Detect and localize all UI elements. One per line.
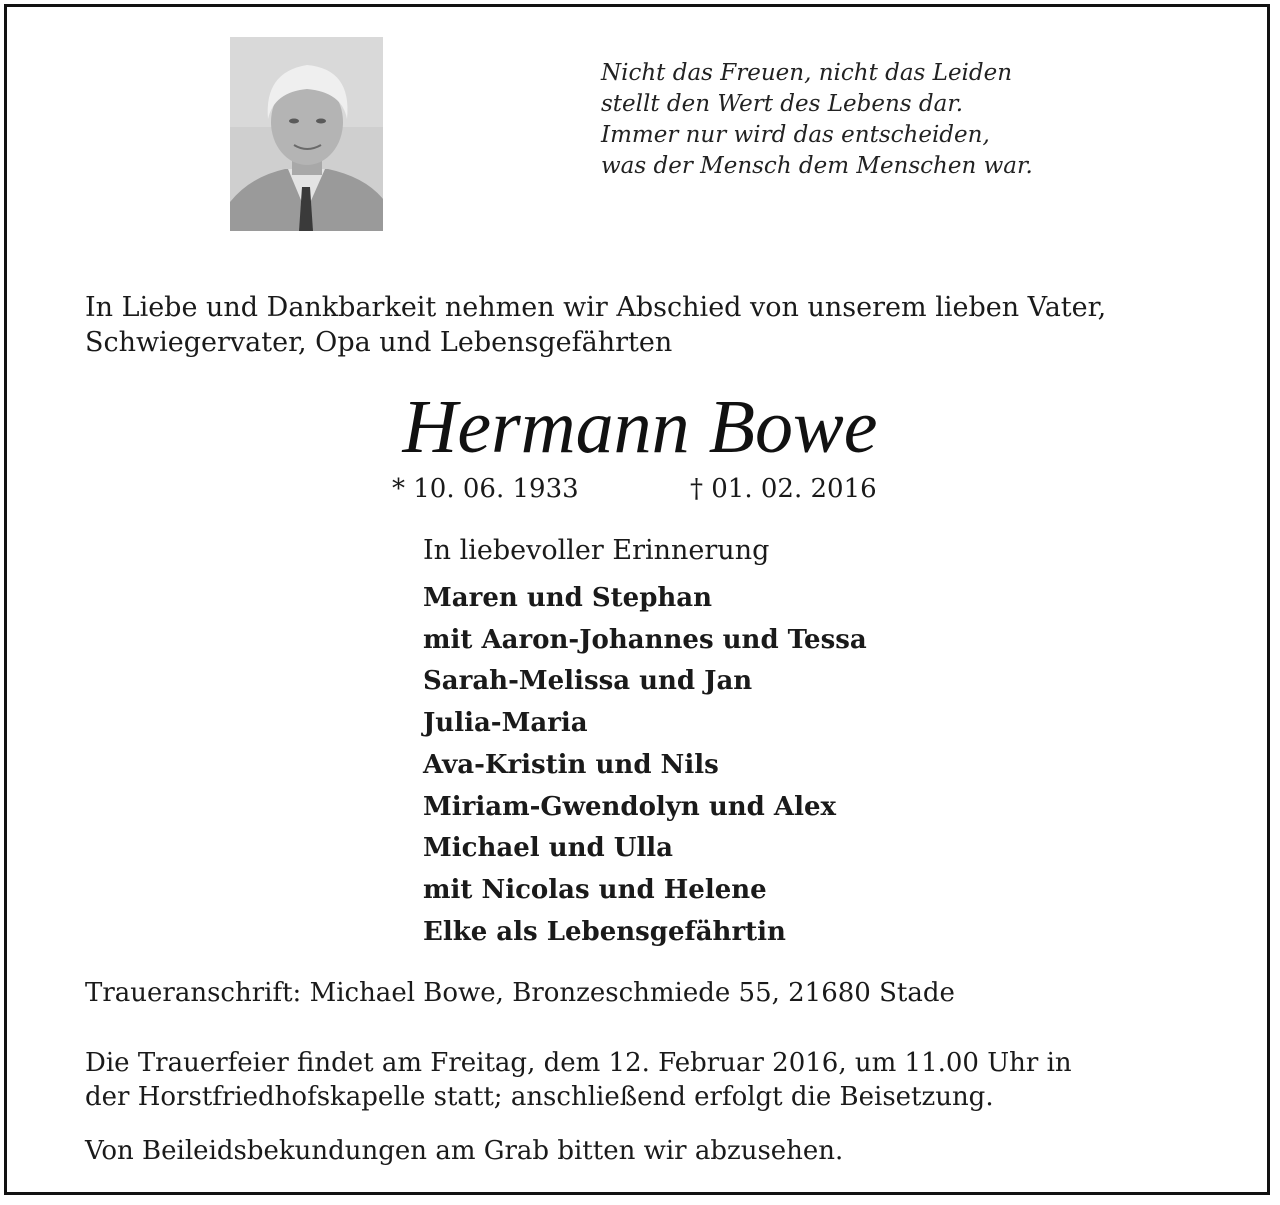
mourner-item: Miriam-Gwendolyn und Alex xyxy=(423,791,837,822)
mourner-item: mit Aaron-Johannes und Tessa xyxy=(423,624,867,655)
poem-line: stellt den Wert des Lebens dar. xyxy=(601,91,964,117)
mourning-address: Traueranschrift: Michael Bowe, Bronzeschmiede 55, 21680 Stade xyxy=(85,978,955,1008)
funeral-service-info xyxy=(85,1046,1215,1114)
condolence-note: Von Beileidsbekundungen am Grab bitten wir abzusehen. xyxy=(85,1136,844,1166)
memory-heading: In liebevoller Erinnerung xyxy=(423,535,770,566)
service-line: der Horstfriedhofskapelle statt; anschließend erfolgt die Beisetzung. xyxy=(85,1082,994,1112)
mourner-item: Sarah-Melissa und Jan xyxy=(423,666,753,697)
intro-text xyxy=(85,290,1215,360)
mourner-item: Maren und Stephan xyxy=(423,583,713,613)
memorial-poem xyxy=(601,58,1161,182)
deceased-name: Hermann Bowe xyxy=(402,385,878,469)
mourner-item: Ava-Kristin und Nils xyxy=(423,749,719,780)
poem-line: was der Mensch dem Menschen war. xyxy=(601,153,1033,179)
mourners-list xyxy=(423,578,867,953)
mourner-item: Julia-Maria xyxy=(423,708,588,739)
mourner-item: Michael und Ulla xyxy=(423,833,674,864)
mourner-item: mit Nicolas und Helene xyxy=(423,874,767,905)
portrait-photo xyxy=(230,37,383,231)
intro-line: Schwiegervater, Opa und Lebensgefährten xyxy=(85,327,673,358)
poem-line: Immer nur wird das entscheiden, xyxy=(601,122,990,148)
service-line: Die Trauerfeier findet am Freitag, dem 12. Februar 2016, um 11.00 Uhr in xyxy=(85,1048,1072,1078)
portrait-silhouette-icon xyxy=(230,37,383,231)
birth-date: * 10. 06. 1933 xyxy=(392,474,579,504)
mourner-item: Elke als Lebensgefährtin xyxy=(423,916,786,947)
intro-line: In Liebe und Dankbarkeit nehmen wir Abschied von unserem lieben Vater, xyxy=(85,292,1107,323)
poem-line: Nicht das Freuen, nicht das Leiden xyxy=(601,60,1013,86)
death-date: † 01. 02. 2016 xyxy=(690,474,877,504)
